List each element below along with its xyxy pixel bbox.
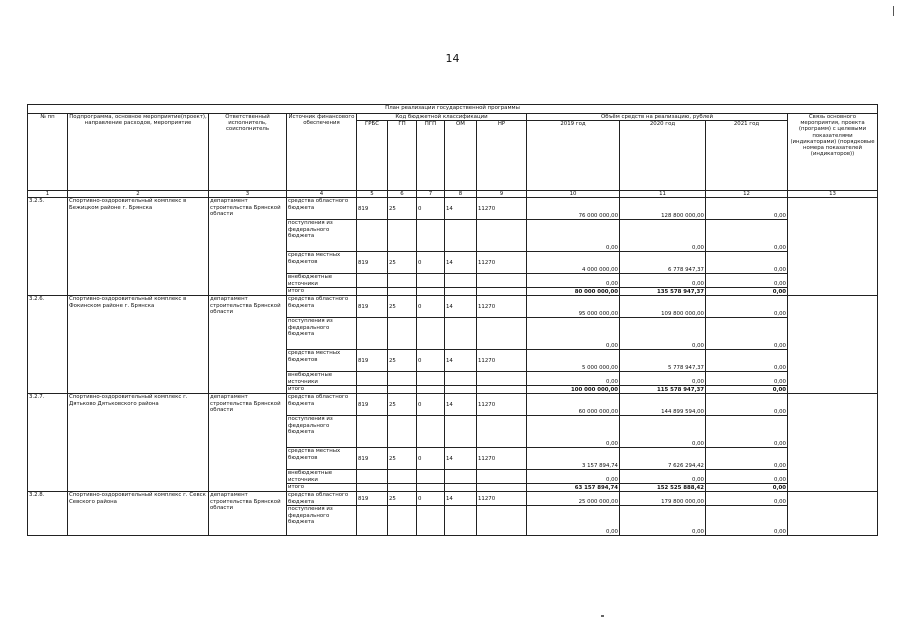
amount-y2019: 0,00 — [527, 372, 620, 386]
col-num: 4 — [287, 191, 357, 198]
code-om — [445, 288, 477, 296]
code-pgp — [417, 470, 445, 484]
code-gp: 25 — [388, 350, 417, 372]
code-gp: 25 — [388, 198, 417, 220]
header-gp: ГП — [388, 121, 417, 191]
indicator-link — [788, 394, 878, 492]
scan-dot — [601, 615, 604, 617]
funding-source: средства местных бюджетов — [287, 252, 357, 274]
code-grbs — [357, 470, 388, 484]
amount-y2019: 0,00 — [527, 416, 620, 448]
code-om — [445, 506, 477, 536]
funding-source: поступления из федерального бюджета — [287, 220, 357, 252]
code-grbs — [357, 506, 388, 536]
code-gp: 25 — [388, 492, 417, 506]
amount-y2020: 115 578 947,37 — [620, 386, 706, 394]
col-num: 5 — [357, 191, 388, 198]
code-nr — [477, 372, 527, 386]
code-pgp — [417, 318, 445, 350]
code-om — [445, 416, 477, 448]
funding-source: внебюджетные источники — [287, 470, 357, 484]
code-grbs — [357, 484, 388, 492]
code-gp: 25 — [388, 394, 417, 416]
col-num: 1 — [28, 191, 68, 198]
code-nr — [477, 416, 527, 448]
code-grbs — [357, 386, 388, 394]
amount-y2019: 0,00 — [527, 220, 620, 252]
code-gp — [388, 470, 417, 484]
amount-y2021: 0,00 — [706, 394, 788, 416]
code-pgp — [417, 506, 445, 536]
code-nr: 11270 — [477, 394, 527, 416]
header-responsible: Ответственный исполнитель, соисполнитель — [209, 114, 287, 191]
code-om: 14 — [445, 350, 477, 372]
amount-y2019: 76 000 000,00 — [527, 198, 620, 220]
amount-y2021: 0,00 — [706, 288, 788, 296]
header-name: Подпрограмма, основное мероприятие(проект), направление расходов, мероприятие — [68, 114, 209, 191]
amount-y2019: 80 000 000,00 — [527, 288, 620, 296]
code-grbs — [357, 372, 388, 386]
header-2021: 2021 год — [706, 121, 788, 191]
amount-y2021: 0,00 — [706, 198, 788, 220]
code-grbs: 819 — [357, 492, 388, 506]
measure-name: Спортивно-оздоровительный комплекс в Бежицком районе г. Брянска — [68, 198, 209, 296]
code-gp — [388, 274, 417, 288]
code-pgp: 0 — [417, 394, 445, 416]
amount-y2020: 179 800 000,00 — [620, 492, 706, 506]
funding-source: поступления из федерального бюджета — [287, 506, 357, 536]
code-nr — [477, 506, 527, 536]
responsible-executor: департамент строительства Брянской области — [209, 198, 287, 296]
code-grbs — [357, 274, 388, 288]
amount-y2021: 0,00 — [706, 416, 788, 448]
indicator-link — [788, 198, 878, 296]
code-grbs — [357, 288, 388, 296]
responsible-executor: департамент строительства Брянской области — [209, 296, 287, 394]
code-nr: 11270 — [477, 198, 527, 220]
row-number: 3.2.7. — [28, 394, 68, 492]
col-num: 12 — [706, 191, 788, 198]
table-row — [28, 198, 878, 220]
measure-name: Спортивно-оздоровительный комплекс г. Севск Севского района — [68, 492, 209, 536]
code-gp — [388, 318, 417, 350]
amount-y2020: 0,00 — [620, 470, 706, 484]
code-om: 14 — [445, 198, 477, 220]
header-link: Связь основного мероприятия, проекта (программ) с целевыми показателями (индикаторами) (порядковые номера показателей (индикаторов)) — [788, 114, 878, 191]
amount-y2020: 128 800 000,00 — [620, 198, 706, 220]
amount-y2020: 0,00 — [620, 372, 706, 386]
table-row — [28, 296, 878, 318]
code-gp: 25 — [388, 296, 417, 318]
amount-y2019: 95 000 000,00 — [527, 296, 620, 318]
code-om — [445, 470, 477, 484]
code-nr — [477, 386, 527, 394]
code-om — [445, 372, 477, 386]
header-budget-code: Код бюджетной классификации — [357, 114, 527, 121]
amount-y2021: 0,00 — [706, 318, 788, 350]
code-grbs — [357, 416, 388, 448]
header-nr: НР — [477, 121, 527, 191]
amount-y2020: 109 800 000,00 — [620, 296, 706, 318]
amount-y2021: 0,00 — [706, 448, 788, 470]
funding-source: средства областного бюджета — [287, 492, 357, 506]
code-grbs: 819 — [357, 252, 388, 274]
amount-y2021: 0,00 — [706, 252, 788, 274]
code-gp — [388, 288, 417, 296]
code-grbs — [357, 220, 388, 252]
code-nr — [477, 318, 527, 350]
header-2020: 2020 год — [620, 121, 706, 191]
amount-y2020: 5 778 947,37 — [620, 350, 706, 372]
amount-y2020: 152 525 888,42 — [620, 484, 706, 492]
code-pgp — [417, 288, 445, 296]
col-num: 13 — [788, 191, 878, 198]
code-nr — [477, 274, 527, 288]
amount-y2021: 0,00 — [706, 220, 788, 252]
amount-y2020: 7 626 294,42 — [620, 448, 706, 470]
funding-source: средства местных бюджетов — [287, 448, 357, 470]
amount-y2019: 60 000 000,00 — [527, 394, 620, 416]
col-num: 2 — [68, 191, 209, 198]
code-gp: 25 — [388, 252, 417, 274]
code-om: 14 — [445, 448, 477, 470]
code-om — [445, 318, 477, 350]
amount-y2019: 25 000 000,00 — [527, 492, 620, 506]
amount-y2021: 0,00 — [706, 372, 788, 386]
code-pgp — [417, 386, 445, 394]
header-volume: Объём средств на реализацию, рублей — [527, 114, 788, 121]
amount-y2021: 0,00 — [706, 386, 788, 394]
funding-source: внебюджетные источники — [287, 274, 357, 288]
header-grbs: ГРБС — [357, 121, 388, 191]
header-om: ОМ — [445, 121, 477, 191]
code-gp — [388, 386, 417, 394]
row-number: 3.2.5. — [28, 198, 68, 296]
code-om — [445, 220, 477, 252]
code-nr: 11270 — [477, 492, 527, 506]
code-gp — [388, 506, 417, 536]
code-pgp — [417, 220, 445, 252]
code-nr: 11270 — [477, 296, 527, 318]
amount-y2020: 0,00 — [620, 318, 706, 350]
scan-mark — [893, 6, 894, 16]
table-row — [28, 492, 878, 506]
amount-y2021: 0,00 — [706, 506, 788, 536]
amount-y2020: 0,00 — [620, 274, 706, 288]
code-grbs — [357, 318, 388, 350]
funding-source: итого — [287, 386, 357, 394]
header-num: № пп — [28, 114, 68, 191]
table-title: План реализации государственной программы — [28, 105, 878, 114]
indicator-link — [788, 492, 878, 536]
indicator-link — [788, 296, 878, 394]
header-pgp: ПГП — [417, 121, 445, 191]
code-pgp — [417, 372, 445, 386]
code-pgp: 0 — [417, 350, 445, 372]
amount-y2021: 0,00 — [706, 296, 788, 318]
responsible-executor: департамент строительства Брянской области — [209, 394, 287, 492]
measure-name: Спортивно-оздоровительный комплекс г. Дятьково Дятьковского района — [68, 394, 209, 492]
code-pgp: 0 — [417, 448, 445, 470]
code-grbs: 819 — [357, 394, 388, 416]
code-om: 14 — [445, 492, 477, 506]
amount-y2020: 0,00 — [620, 506, 706, 536]
code-gp — [388, 372, 417, 386]
amount-y2021: 0,00 — [706, 274, 788, 288]
amount-y2019: 0,00 — [527, 470, 620, 484]
amount-y2021: 0,00 — [706, 350, 788, 372]
funding-source: средства областного бюджета — [287, 296, 357, 318]
code-pgp — [417, 274, 445, 288]
col-num: 7 — [417, 191, 445, 198]
code-grbs: 819 — [357, 198, 388, 220]
code-gp — [388, 220, 417, 252]
code-nr — [477, 484, 527, 492]
code-nr — [477, 288, 527, 296]
amount-y2019: 100 000 000,00 — [527, 386, 620, 394]
code-gp — [388, 416, 417, 448]
amount-y2019: 5 000 000,00 — [527, 350, 620, 372]
amount-y2019: 0,00 — [527, 506, 620, 536]
amount-y2020: 135 578 947,37 — [620, 288, 706, 296]
code-om: 14 — [445, 394, 477, 416]
amount-y2021: 0,00 — [706, 484, 788, 492]
table-row — [28, 394, 878, 416]
code-gp — [388, 484, 417, 492]
funding-source: средства местных бюджетов — [287, 350, 357, 372]
header-source: Источник финансового обеспечения — [287, 114, 357, 191]
funding-source: средства областного бюджета — [287, 198, 357, 220]
amount-y2021: 0,00 — [706, 470, 788, 484]
amount-y2020: 144 899 594,00 — [620, 394, 706, 416]
measure-name: Спортивно-оздоровительный комплекс в Фокинском районе г. Брянска — [68, 296, 209, 394]
amount-y2019: 0,00 — [527, 274, 620, 288]
funding-source: итого — [287, 288, 357, 296]
code-nr — [477, 470, 527, 484]
funding-source: средства областного бюджета — [287, 394, 357, 416]
funding-source: поступления из федерального бюджета — [287, 416, 357, 448]
funding-source: внебюджетные источники — [287, 372, 357, 386]
code-om: 14 — [445, 296, 477, 318]
code-om — [445, 386, 477, 394]
funding-source: итого — [287, 484, 357, 492]
code-nr: 11270 — [477, 350, 527, 372]
code-om — [445, 484, 477, 492]
code-grbs: 819 — [357, 350, 388, 372]
col-num: 10 — [527, 191, 620, 198]
code-grbs: 819 — [357, 448, 388, 470]
code-grbs: 819 — [357, 296, 388, 318]
code-om: 14 — [445, 252, 477, 274]
plan-table — [27, 104, 878, 536]
amount-y2021: 0,00 — [706, 492, 788, 506]
page-number: 14 — [445, 52, 460, 65]
amount-y2019: 4 000 000,00 — [527, 252, 620, 274]
row-number: 3.2.8. — [28, 492, 68, 536]
col-num: 3 — [209, 191, 287, 198]
col-num: 6 — [388, 191, 417, 198]
amount-y2020: 6 778 947,37 — [620, 252, 706, 274]
code-nr: 11270 — [477, 448, 527, 470]
code-pgp: 0 — [417, 296, 445, 318]
col-num: 9 — [477, 191, 527, 198]
header-2019: 2019 год — [527, 121, 620, 191]
amount-y2020: 0,00 — [620, 220, 706, 252]
col-num: 11 — [620, 191, 706, 198]
code-nr — [477, 220, 527, 252]
funding-source: поступления из федерального бюджета — [287, 318, 357, 350]
code-gp: 25 — [388, 448, 417, 470]
column-number-row — [28, 191, 878, 198]
code-pgp: 0 — [417, 252, 445, 274]
code-pgp — [417, 416, 445, 448]
col-num: 8 — [445, 191, 477, 198]
amount-y2019: 63 157 894,74 — [527, 484, 620, 492]
code-pgp — [417, 484, 445, 492]
code-pgp: 0 — [417, 492, 445, 506]
amount-y2019: 3 157 894,74 — [527, 448, 620, 470]
row-number: 3.2.6. — [28, 296, 68, 394]
amount-y2020: 0,00 — [620, 416, 706, 448]
code-nr: 11270 — [477, 252, 527, 274]
code-om — [445, 274, 477, 288]
code-pgp: 0 — [417, 198, 445, 220]
amount-y2019: 0,00 — [527, 318, 620, 350]
responsible-executor: департамент строительства Брянской области — [209, 492, 287, 536]
